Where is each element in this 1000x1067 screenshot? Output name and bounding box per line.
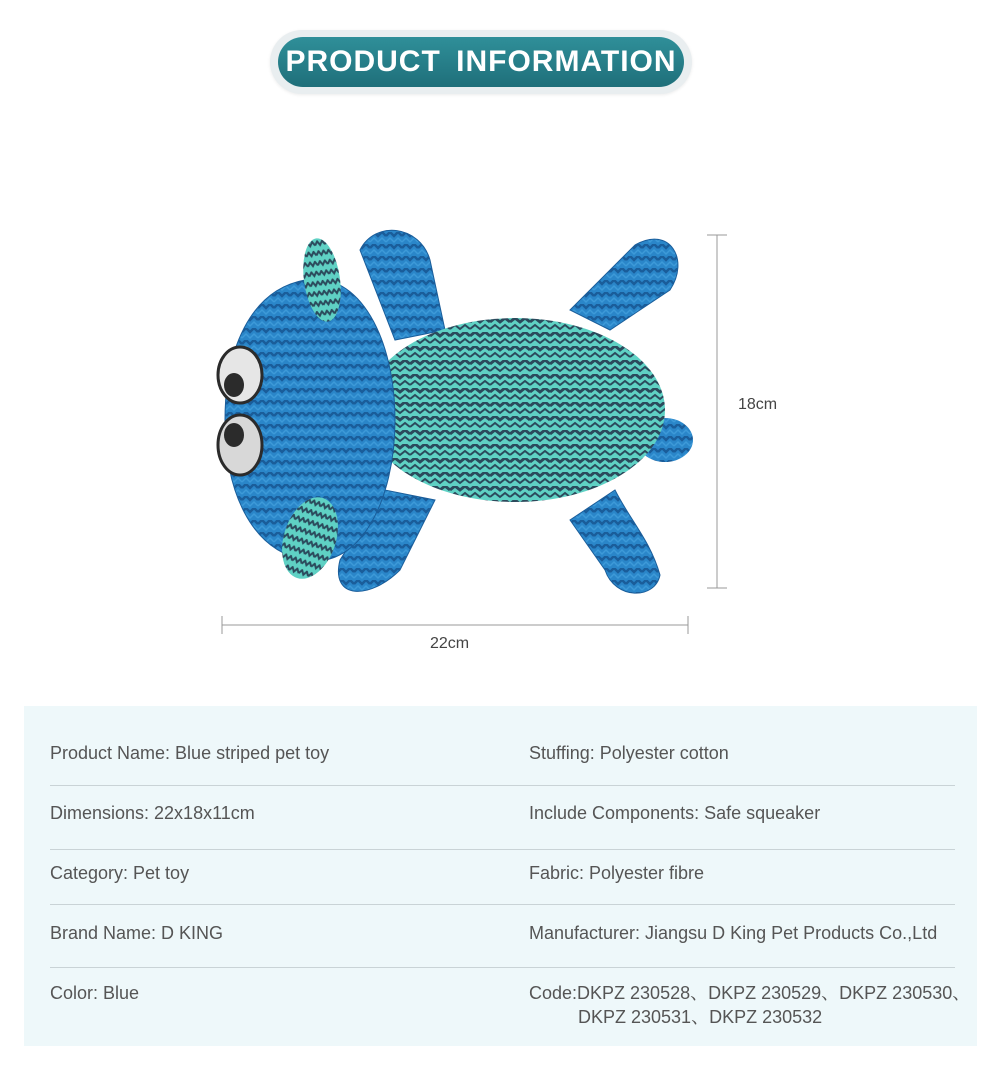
- spec-category: Category: Pet toy: [50, 863, 190, 883]
- spec-fabric: Fabric: Polyester fibre: [529, 863, 705, 883]
- spec-components: Include Components: Safe squeaker: [529, 803, 821, 823]
- width-dimension-label: 22cm: [430, 635, 470, 652]
- spec-code: [529, 981, 979, 1029]
- spec-product-name: Product Name: Blue striped pet toy: [50, 743, 330, 763]
- height-dimension-label: 18cm: [738, 396, 778, 413]
- spec-row: [50, 741, 955, 786]
- spec-dimensions: Dimensions: 22x18x11cm: [50, 803, 255, 823]
- spec-brand-name: Brand Name: D KING: [50, 923, 224, 943]
- spec-code-line2: DKPZ 230531、DKPZ 230532: [578, 1007, 823, 1027]
- title-banner: [270, 30, 692, 94]
- spec-code-line1: Code:DKPZ 230528、DKPZ 230529、DKPZ 230530、: [529, 983, 971, 1003]
- product-image-area: [210, 220, 778, 670]
- spec-manufacturer: Manufacturer: Jiangsu D King Pet Products Co.,Ltd: [529, 923, 938, 943]
- spec-stuffing: Stuffing: Polyester cotton: [529, 743, 729, 763]
- specs-table: [24, 706, 977, 1046]
- spec-color: Color: Blue: [50, 983, 140, 1003]
- spec-row: [50, 981, 971, 1031]
- spec-row: [50, 801, 955, 850]
- pet-toy-image: [210, 220, 770, 670]
- spec-row: [50, 921, 955, 968]
- page-title: PRODUCT INFORMATION: [278, 37, 684, 87]
- spec-row: [50, 861, 955, 905]
